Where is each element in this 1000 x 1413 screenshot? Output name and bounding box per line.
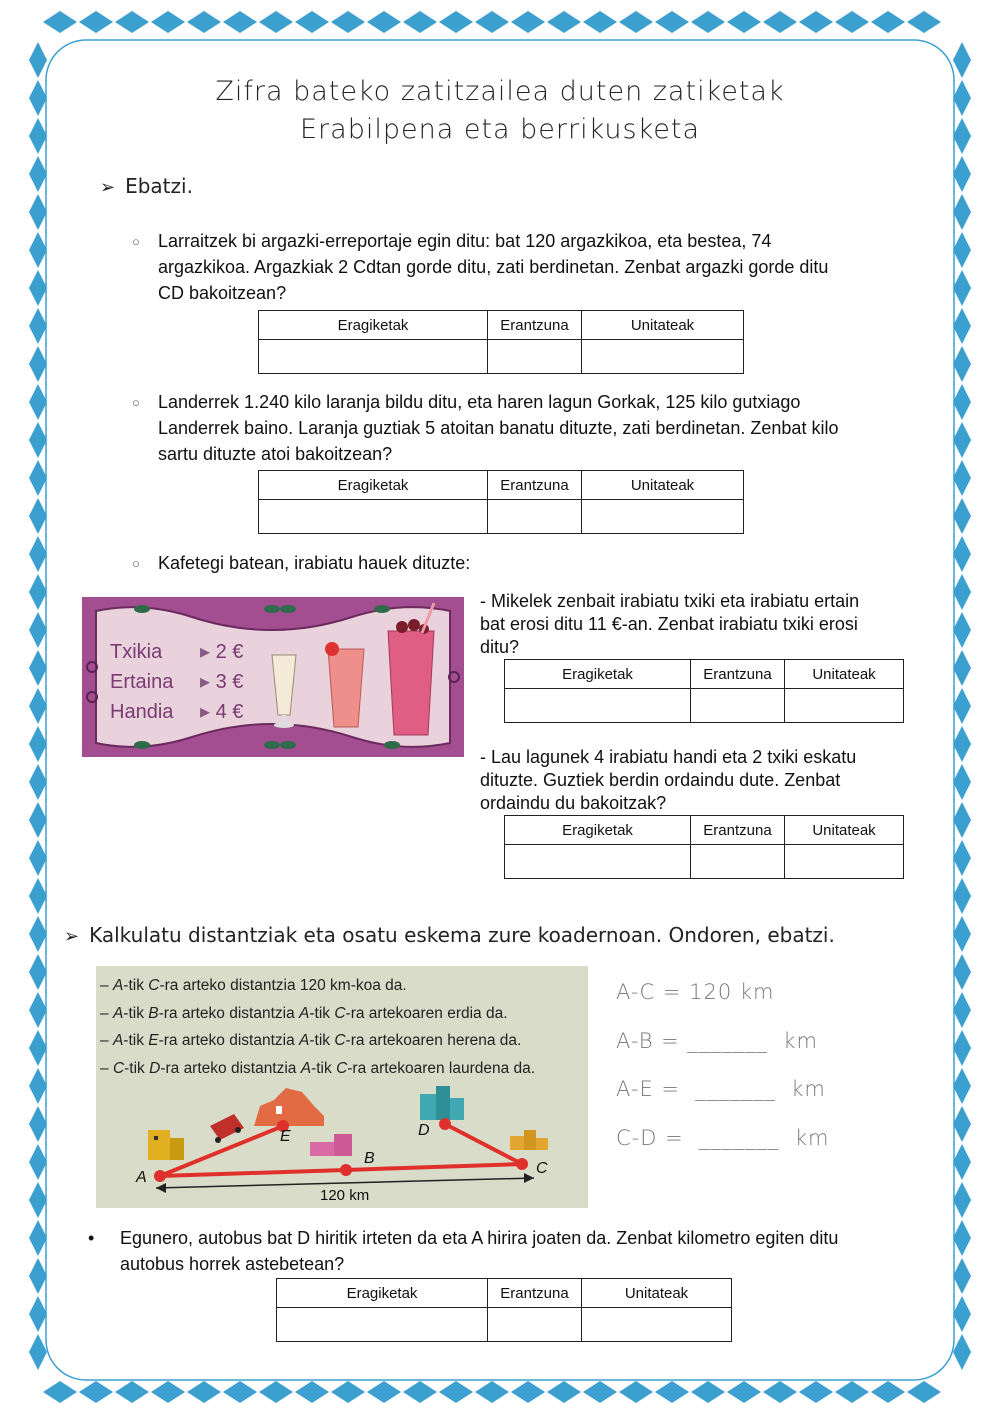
border-diamond	[259, 11, 293, 33]
section2-heading	[64, 923, 835, 947]
border-diamond	[29, 1144, 47, 1180]
menu-row: Ertaina ▸ 3 €	[110, 667, 243, 697]
menu-price: 4 €	[215, 701, 244, 723]
scheme-city: A	[299, 1032, 310, 1049]
scheme-city: C	[334, 1004, 346, 1022]
final-problem-line: autobus horrek astebetean?	[120, 1254, 345, 1274]
border-diamond	[953, 1068, 971, 1104]
header-unitateak: Unitateak	[785, 660, 904, 689]
border-diamond	[403, 1381, 437, 1403]
problem1-text	[158, 228, 938, 306]
scheme-city: C	[336, 1059, 348, 1077]
header-unitateak: Unitateak	[582, 311, 744, 340]
border-diamond	[691, 1381, 725, 1403]
smoothie-menu-image	[82, 597, 464, 757]
answer-cell-erantzuna[interactable]	[691, 689, 785, 723]
border-diamond	[953, 346, 971, 382]
border-diamond	[439, 1381, 473, 1403]
menu-size: Handia	[110, 701, 174, 723]
scheme-line-2	[100, 1000, 535, 1028]
border-diamond	[907, 1381, 941, 1403]
border-diamond	[29, 156, 47, 192]
answer-cell-eragiketak[interactable]	[259, 340, 488, 374]
border-diamond	[43, 11, 77, 33]
header-unitateak: Unitateak	[785, 816, 904, 845]
border-diamond	[367, 11, 401, 33]
border-diamond	[151, 11, 185, 33]
section1-heading	[100, 174, 193, 198]
scheme-line-3	[100, 1027, 535, 1055]
border-diamond	[953, 498, 971, 534]
header-erantzuna: Erantzuna	[691, 660, 785, 689]
border-diamond	[953, 726, 971, 762]
border-diamond	[331, 1381, 365, 1403]
border-diamond	[29, 1220, 47, 1256]
answer-cell-erantzuna[interactable]	[691, 845, 785, 879]
border-diamond	[259, 1381, 293, 1403]
point-d	[439, 1118, 451, 1130]
border-diamond	[29, 688, 47, 724]
map-label-e: E	[280, 1128, 291, 1145]
answer-table-3	[504, 659, 904, 723]
border-diamond	[835, 11, 869, 33]
final-problem-text	[120, 1225, 940, 1277]
distance-scheme-image	[96, 966, 588, 1208]
border-diamond	[547, 11, 581, 33]
answer-cell-eragiketak[interactable]	[505, 689, 691, 723]
answer-cell-unitateak[interactable]	[785, 845, 904, 879]
answer-cell-erantzuna[interactable]	[488, 1308, 582, 1342]
problem2-line: sartu dituzte atoi bakoitzean?	[158, 444, 393, 464]
border-diamond	[953, 422, 971, 458]
point-a	[154, 1170, 166, 1182]
border-diamond	[583, 1381, 617, 1403]
scheme-city: A	[112, 1004, 124, 1022]
scheme-dash: –	[100, 977, 113, 994]
header-eragiketak: Eragiketak	[259, 471, 488, 500]
border-diamond	[953, 1182, 971, 1218]
scheme-city: E	[148, 1032, 159, 1049]
border-diamond	[115, 11, 149, 33]
border-diamond	[907, 11, 941, 33]
border-diamond	[79, 11, 113, 33]
border-diamond	[727, 11, 761, 33]
menu-row: Handia ▸ 4 €	[110, 697, 243, 727]
scheme-text: -tik	[123, 977, 149, 994]
border-diamond	[871, 11, 905, 33]
border-diamond	[151, 1381, 185, 1403]
problem3-question1	[480, 590, 859, 659]
scheme-city: C	[112, 1059, 125, 1077]
border-diamond	[953, 840, 971, 876]
menu-price: 3 €	[215, 671, 244, 693]
border-diamond	[953, 308, 971, 344]
border-diamond	[619, 1381, 653, 1403]
border-diamond	[953, 650, 971, 686]
answer-cell-unitateak[interactable]	[582, 1308, 732, 1342]
scheme-line-4	[100, 1055, 535, 1083]
border-diamond	[187, 1381, 221, 1403]
border-diamond	[29, 308, 47, 344]
border-diamond	[187, 11, 221, 33]
border-diamond	[547, 1381, 581, 1403]
map-label-b: B	[364, 1150, 375, 1167]
border-diamond	[655, 1381, 689, 1403]
border-diamond	[953, 384, 971, 420]
scheme-line-1	[100, 972, 535, 1000]
border-diamond	[727, 1381, 761, 1403]
scheme-text: -tik	[123, 1032, 149, 1049]
answer-cell-erantzuna[interactable]	[488, 500, 582, 534]
menu-price: 2 €	[215, 641, 244, 663]
scheme-city: B	[148, 1004, 159, 1022]
menu-size: Txikia	[110, 641, 163, 663]
border-diamond	[953, 1220, 971, 1256]
header-erantzuna: Erantzuna	[488, 311, 582, 340]
problem3-question2	[480, 746, 856, 815]
answer-table-4	[504, 815, 904, 879]
border-diamond	[583, 11, 617, 33]
border-diamond	[29, 1296, 47, 1332]
answer-cell-unitateak[interactable]	[785, 689, 904, 723]
border-diamond	[29, 498, 47, 534]
map-label-a: A	[136, 1169, 147, 1186]
border-diamond	[295, 11, 329, 33]
scheme-city: D	[149, 1059, 161, 1077]
page-subtitle: Erabilpena eta berrikusketa	[299, 114, 701, 145]
header-erantzuna: Erantzuna	[488, 471, 582, 500]
point-c	[516, 1158, 528, 1170]
border-diamond	[29, 1106, 47, 1142]
map-label-c: C	[536, 1160, 548, 1177]
answer-cell-eragiketak[interactable]	[259, 500, 488, 534]
border-diamond	[29, 992, 47, 1028]
scheme-text: -tik	[123, 1004, 149, 1022]
equation-a-c: A-C = 120 km	[616, 980, 775, 1004]
border-diamond	[29, 536, 47, 572]
scheme-text: -ra arteko distantzia	[160, 1059, 301, 1077]
border-diamond	[115, 1381, 149, 1403]
scheme-text: -ra artekoaren erdia da.	[345, 1004, 508, 1022]
scheme-statements	[100, 972, 535, 1082]
menu-size: Ertaina	[110, 671, 174, 693]
border-diamond	[223, 11, 257, 33]
equation-a-b[interactable]: A-B = _______ km	[616, 1029, 818, 1053]
border-diamond	[953, 232, 971, 268]
scheme-text: -ra arteko distantzia 120 km-koa da.	[159, 977, 407, 994]
border-diamond	[29, 916, 47, 952]
scheme-dash: –	[100, 1059, 113, 1077]
border-diamond	[79, 1381, 113, 1403]
circle-bullet-icon: ○	[132, 234, 140, 249]
border-diamond	[953, 42, 971, 78]
scheme-text: -ra artekoaren laurdena da.	[347, 1059, 536, 1077]
problem3-intro: Kafetegi batean, irabiatu hauek dituzte:	[158, 553, 471, 573]
question1-line: ditu?	[480, 637, 520, 657]
border-diamond	[835, 1381, 869, 1403]
border-diamond	[29, 194, 47, 230]
border-diamond	[29, 840, 47, 876]
scheme-text: -tik	[124, 1059, 150, 1077]
menu-prices	[110, 637, 243, 727]
border-diamond	[475, 11, 509, 33]
answer-cell-unitateak[interactable]	[582, 340, 744, 374]
border-diamond	[953, 992, 971, 1028]
border-diamond	[403, 11, 437, 33]
scheme-city: A	[112, 977, 124, 994]
scheme-city: A	[299, 1004, 310, 1022]
scheme-text: -tik	[309, 1032, 335, 1049]
border-diamond	[367, 1381, 401, 1403]
border-diamond	[29, 384, 47, 420]
border-diamond	[29, 1068, 47, 1104]
problem1-line: CD bakoitzean?	[158, 283, 287, 303]
border-diamond	[223, 1381, 257, 1403]
border-diamond	[953, 156, 971, 192]
scheme-dash: –	[100, 1032, 113, 1049]
border-diamond	[29, 726, 47, 762]
circle-bullet-icon: ○	[132, 556, 140, 571]
header-erantzuna: Erantzuna	[488, 1279, 582, 1308]
border-diamond	[29, 1334, 47, 1370]
border-diamond	[29, 764, 47, 800]
final-problem-line: Egunero, autobus bat D hiritik irteten da eta A hirira joaten da. Zenbat kilometro egiten ditu	[120, 1228, 839, 1248]
scheme-city: A	[300, 1059, 312, 1077]
border-diamond	[439, 11, 473, 33]
border-diamond	[295, 1381, 329, 1403]
header-eragiketak: Eragiketak	[277, 1279, 488, 1308]
border-diamond	[953, 1334, 971, 1370]
border-diamond	[29, 954, 47, 990]
scheme-city: C	[148, 977, 160, 994]
menu-row: Txikia ▸ 2 €	[110, 637, 243, 667]
border-diamond	[511, 11, 545, 33]
problem1-line: Larraitzek bi argazki-erreportaje egin ditu: bat 120 argazkikoa, eta bestea, 74	[158, 231, 772, 251]
border-diamond	[29, 42, 47, 78]
border-diamond	[953, 194, 971, 230]
border-diamond	[953, 1258, 971, 1294]
problem2-line: Landerrek baino. Laranja guztiak 5 atoitan banatu dituzte, zati berdinetan. Zenbat kilo	[158, 418, 839, 438]
border-diamond	[655, 11, 689, 33]
question2-line: dituzte. Guztiek berdin ordaindu dute. Zenbat	[480, 770, 841, 790]
border-diamond	[953, 1030, 971, 1066]
answer-table-1	[258, 310, 744, 374]
border-diamond	[29, 346, 47, 382]
section2-heading-text: Kalkulatu distantziak eta osatu eskema zure koadernoan. Ondoren, ebatzi.	[89, 923, 835, 947]
equation-a-e[interactable]: A-E = _______ km	[616, 1077, 826, 1101]
header-eragiketak: Eragiketak	[505, 816, 691, 845]
answer-table-5	[276, 1278, 732, 1342]
border-diamond	[29, 574, 47, 610]
border-diamond	[871, 1381, 905, 1403]
map-label-d: D	[418, 1122, 430, 1139]
border-diamond	[29, 422, 47, 458]
equation-c-d[interactable]: C-D = _______ km	[616, 1126, 830, 1150]
border-diamond	[29, 1258, 47, 1294]
problem2-text	[158, 389, 948, 467]
scheme-text: -tik	[309, 1004, 335, 1022]
page-title: Zifra bateko zatitzailea duten zatiketak	[215, 76, 785, 107]
circle-bullet-icon: ○	[132, 395, 140, 410]
border-diamond	[953, 878, 971, 914]
problem1-line: argazkikoa. Argazkiak 2 Cdtan gorde ditu, zati berdinetan. Zenbat argazki gorde ditu	[158, 257, 829, 277]
scheme-city: A	[112, 1032, 124, 1049]
border-diamond	[691, 11, 725, 33]
scheme-dash: –	[100, 1004, 113, 1022]
border-diamond	[29, 650, 47, 686]
border-diamond	[953, 1144, 971, 1180]
scheme-text: -tik	[311, 1059, 337, 1077]
border-diamond	[953, 270, 971, 306]
answer-cell-unitateak[interactable]	[582, 500, 744, 534]
header-eragiketak: Eragiketak	[259, 311, 488, 340]
scheme-text: -ra arteko distantzia	[158, 1032, 300, 1049]
border-diamond	[799, 1381, 833, 1403]
section1-heading-text: Ebatzi.	[125, 174, 193, 198]
answer-cell-eragiketak[interactable]	[505, 845, 691, 879]
border-diamond	[29, 802, 47, 838]
header-unitateak: Unitateak	[582, 471, 744, 500]
arrow-bullet-icon: ➢	[64, 926, 80, 947]
border-diamond	[475, 1381, 509, 1403]
border-diamond	[953, 1296, 971, 1332]
border-diamond	[29, 232, 47, 268]
border-diamond	[29, 270, 47, 306]
border-diamond	[953, 574, 971, 610]
header-erantzuna: Erantzuna	[691, 816, 785, 845]
border-diamond	[29, 1182, 47, 1218]
scheme-text: -ra arteko distantzia	[158, 1004, 300, 1022]
question1-line: bat erosi ditu 11 €-an. Zenbat irabiatu txiki erosi	[480, 614, 858, 634]
scheme-text: -ra artekoaren herena da.	[345, 1032, 522, 1049]
scheme-city: C	[334, 1032, 346, 1049]
final-problem-bullet: •	[88, 1228, 95, 1248]
border-diamond	[29, 612, 47, 648]
problem2-line: Landerrek 1.240 kilo laranja bildu ditu, eta haren lagun Gorkak, 125 kilo gutxiago	[158, 392, 801, 412]
border-diamond	[953, 460, 971, 496]
border-diamond	[953, 688, 971, 724]
question2-line: ordaindu du bakoitzak?	[480, 793, 667, 813]
answer-cell-erantzuna[interactable]	[488, 340, 582, 374]
border-diamond	[29, 460, 47, 496]
border-diamond	[29, 1030, 47, 1066]
border-diamond	[953, 612, 971, 648]
map-distance-label: 120 km	[320, 1187, 370, 1204]
question2-line: - Lau lagunek 4 irabiatu handi eta 2 txiki eskatu	[480, 747, 857, 767]
border-diamond	[511, 1381, 545, 1403]
border-diamond	[953, 536, 971, 572]
border-diamond	[799, 11, 833, 33]
header-unitateak: Unitateak	[582, 1279, 732, 1308]
header-eragiketak: Eragiketak	[505, 660, 691, 689]
border-diamond	[29, 878, 47, 914]
border-diamond	[953, 916, 971, 952]
border-diamond	[763, 11, 797, 33]
border-diamond	[953, 802, 971, 838]
question1-line: - Mikelek zenbait irabiatu txiki eta irabiatu ertain	[480, 591, 860, 611]
answer-table-2	[258, 470, 744, 534]
border-diamond	[953, 764, 971, 800]
border-diamond	[953, 1106, 971, 1142]
border-diamond	[43, 1381, 77, 1403]
answer-cell-eragiketak[interactable]	[277, 1308, 488, 1342]
point-b	[340, 1164, 352, 1176]
arrow-bullet-icon: ➢	[100, 177, 116, 198]
border-diamond	[763, 1381, 797, 1403]
border-diamond	[331, 11, 365, 33]
border-diamond	[619, 11, 653, 33]
border-diamond	[953, 954, 971, 990]
